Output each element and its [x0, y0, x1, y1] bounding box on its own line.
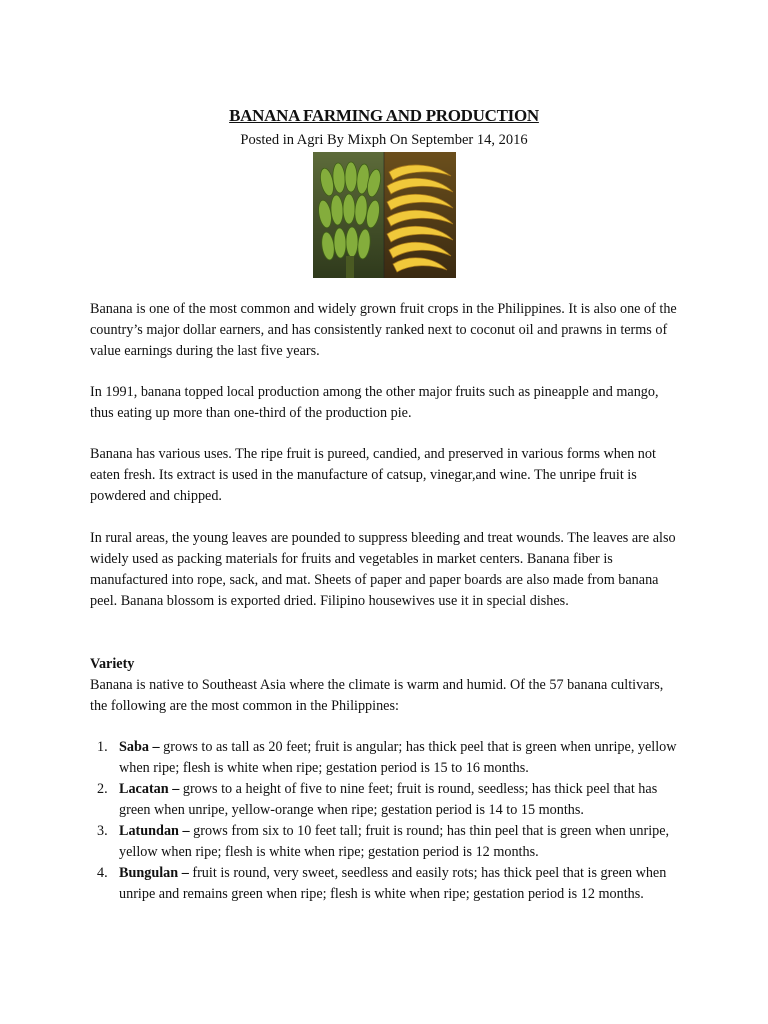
- variety-heading: Variety: [90, 656, 135, 672]
- variety-list: [90, 737, 680, 905]
- paragraph-uses: Banana has various uses. The ripe fruit is pureed, candied, and preserved in various forms when not eaten fresh. Its extract is used in the manufacture of catsup, vinegar,and wine. The unripe fruit is powdered and chipped.: [90, 446, 656, 504]
- variety-description: fruit is round, very sweet, seedless and easily rots; has thick peel that is green when unripe and remains green when ripe; flesh is white when ripe; gestation period is 12 months.: [119, 865, 667, 902]
- list-item: [90, 779, 680, 821]
- post-byline: Posted in Agri By Mixph On September 14, 2016: [240, 132, 528, 148]
- list-number: 3.: [97, 823, 108, 839]
- variety-name: Lacatan –: [119, 781, 180, 797]
- variety-description: grows to as tall as 20 feet; fruit is angular; has thick peel that is green when unripe, yellow when ripe; flesh is white when ripe; gestation period is 15 to 16 months.: [119, 739, 677, 776]
- variety-name: Latundan –: [119, 823, 190, 839]
- variety-name: Bungulan –: [119, 865, 189, 881]
- banana-photo: [313, 152, 456, 278]
- list-number: 1.: [97, 739, 108, 755]
- document-title: BANANA FARMING AND PRODUCTION: [229, 106, 539, 125]
- variety-name: Saba –: [119, 739, 160, 755]
- list-item: [90, 863, 680, 905]
- list-item: [90, 821, 680, 863]
- paragraph-intro: Banana is one of the most common and widely grown fruit crops in the Philippines. It is also one of the country’s major dollar earners, and has consistently ranked next to coconut oil and prawns in terms of value earnings during the last five years.: [90, 301, 677, 359]
- banana-bunches-icon: [313, 152, 456, 278]
- variety-description: grows to a height of five to nine feet; fruit is round, seedless; has thick peel that has green when unripe, yellow-orange when ripe; gestation period is 14 to 15 months.: [119, 781, 658, 818]
- paragraph-rural-uses: In rural areas, the young leaves are pounded to suppress bleeding and treat wounds. The leaves are also widely used as packing materials for fruits and vegetables in market centers. Banana fiber is manufactured into rope, sack, and mat. Sheets of paper and paper boards are also made from banana peel. Banana blossom is exported dried. Filipino housewives use it in special dishes.: [90, 530, 676, 609]
- list-number: 2.: [97, 781, 108, 797]
- paragraph-production: In 1991, banana topped local production among the other major fruits such as pineapple and mango, thus eating up more than one-third of the production pie.: [90, 384, 659, 421]
- list-item: [90, 737, 680, 779]
- list-number: 4.: [97, 865, 108, 881]
- variety-intro: Banana is native to Southeast Asia where the climate is warm and humid. Of the 57 banana cultivars, the following are the most common in the Philippines:: [90, 677, 664, 714]
- variety-description: grows from six to 10 feet tall; fruit is round; has thin peel that is green when unripe, yellow when ripe; flesh is white when ripe; gestation period is 12 months.: [119, 823, 670, 860]
